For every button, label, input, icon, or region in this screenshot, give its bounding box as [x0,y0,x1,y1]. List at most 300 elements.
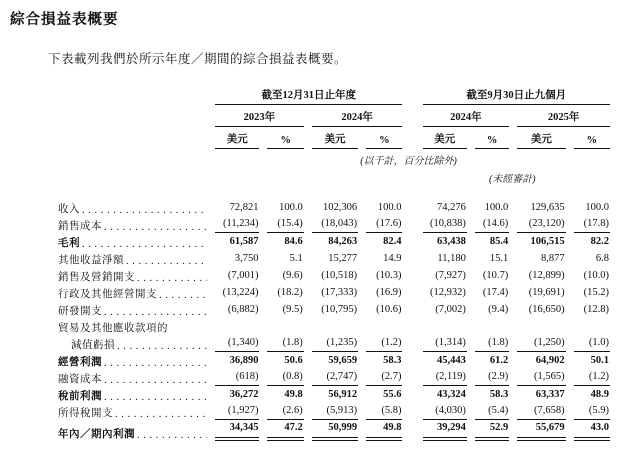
value-cell [304,199,358,216]
row-label-cell [58,386,207,403]
value: 6.8 [595,253,609,264]
value: (12,932) [430,287,466,298]
value: 52.9 [475,420,509,441]
row-label: 貿易及其他應收款項的 [58,323,168,334]
value [366,319,402,335]
row-label-cell [58,284,207,301]
empty-corner [58,83,207,105]
value-cell [304,250,358,267]
table-row [58,216,610,233]
unit-percent [259,127,303,149]
value-cell [259,386,303,403]
value: 3,750 [234,253,259,264]
value: 50,999 [312,420,358,441]
value-cell [207,301,259,318]
value: 45,443 [437,355,466,366]
value-cell [509,233,565,250]
table-row [58,335,610,352]
table-row [58,318,610,335]
value: (17.4) [482,287,509,298]
row-label: 減值虧損 [71,340,115,351]
row-label: 行政及其他經營開支 [58,289,157,300]
dot-leader [80,239,207,250]
value-cell [566,284,610,301]
value-cell [566,267,610,284]
value-cell [207,199,259,216]
table-row [58,386,610,403]
value: 15.1 [489,253,509,264]
value-cell [304,352,358,369]
value: 59,659 [328,355,358,366]
value-cell [509,284,565,301]
value: (16,650) [528,304,565,315]
value: (17,333) [321,287,358,298]
group-gap [402,250,414,267]
value: (10,838) [423,216,467,233]
dot-leader [157,290,207,301]
value: (1.2) [574,369,610,386]
row-label-cell [58,369,207,386]
group-gap [402,420,414,441]
value-cell [415,233,467,250]
unit-usd [304,127,358,149]
table-row [58,284,610,301]
value-cell [415,386,467,403]
value: (7,002) [435,304,466,315]
value: (5.4) [475,403,509,420]
value: (14.6) [475,216,509,233]
dot-leader [102,375,207,386]
row-label-cell [58,250,207,267]
value-cell [259,267,303,284]
value: (1.2) [366,335,402,352]
value-cell [415,199,467,216]
value-cell [509,250,565,267]
value-cell [509,335,565,352]
value-cell [259,284,303,301]
value-cell [304,420,358,441]
value: 63,337 [535,389,565,400]
value-cell [207,267,259,284]
value: (2,747) [312,369,358,386]
value-cell [304,403,358,420]
table-row [58,403,610,420]
value: (9.6) [282,270,303,281]
unit-usd [415,127,467,149]
value-cell [566,199,610,216]
period-group-label: 截至12月31日止年度 [215,86,402,105]
unit-label: 美元 [215,130,259,149]
dot-leader [135,430,207,441]
group-gap [402,216,414,233]
percent-label: % [366,134,402,149]
unit-percent [358,127,402,149]
value: (1.0) [574,335,610,352]
value-cell [358,199,402,216]
unit-usd [207,127,259,149]
value: 14.9 [383,253,402,264]
row-label-cell [58,233,207,250]
value-cell [358,420,402,441]
value: 106,515 [530,236,565,247]
row-label: 銷售成本 [58,221,102,232]
group-gap [402,199,414,216]
value: 84.6 [284,236,303,247]
value [312,319,358,335]
value: 43,324 [437,389,466,400]
group-gap [402,352,414,369]
value: (15.2) [583,287,609,298]
group-gap [402,301,414,318]
value: 43.0 [574,420,610,441]
value-cell [566,250,610,267]
value-cell [259,352,303,369]
value: (6,882) [227,304,259,315]
value-cell [358,352,402,369]
value: 36,890 [229,355,259,366]
year-2024-9m [415,105,510,127]
value-cell [304,216,358,233]
value-cell [415,318,467,335]
group-gap [402,267,414,284]
year-row [58,105,610,127]
value-cell [207,318,259,335]
value-cell [415,352,467,369]
value [517,319,565,335]
value: (15.4) [267,216,303,233]
value-cell [304,318,358,335]
value-cell [415,335,467,352]
value-cell [304,301,358,318]
value-cell [467,216,509,233]
value: (18.2) [277,287,303,298]
period-group-label: 截至9月30日止九個月 [423,86,610,105]
period-group-nine-months [415,83,610,105]
value-cell [358,301,402,318]
value-cell [467,233,509,250]
value: 58.3 [489,389,509,400]
value: 100.0 [377,202,402,213]
value: (1,565) [517,369,565,386]
value-cell [259,403,303,420]
value-cell [467,369,509,386]
value: 100.0 [279,202,303,213]
unaudited-note: (未經審計) [488,174,536,185]
value-cell [509,352,565,369]
group-gap [402,318,414,335]
value-cell [509,386,565,403]
value [475,319,509,335]
value: 11,180 [437,253,466,264]
value-cell [509,318,565,335]
unaudited-note-row [58,167,610,185]
value: (12,899) [528,270,565,281]
value-cell [566,318,610,335]
value-cell [259,301,303,318]
value: (11,234) [215,216,259,233]
value-cell [467,199,509,216]
row-label-cell [58,420,207,441]
value-cell [467,403,509,420]
value: (18,043) [312,216,358,233]
value-cell [358,386,402,403]
value-cell [259,335,303,352]
row-label: 經營利潤 [58,357,102,368]
value: 55.6 [383,389,402,400]
value-cell [467,335,509,352]
year-2025-9m [509,105,610,127]
value-cell [415,301,467,318]
row-label-cell [58,301,207,318]
empty-cell [58,105,207,127]
group-gap [402,105,414,127]
value-cell [358,267,402,284]
unit-label: 美元 [312,130,358,149]
value-cell [259,318,303,335]
dot-leader [102,307,207,318]
empty-cell [58,127,207,149]
period-group-fiscal-year [207,83,402,105]
value-cell [509,199,565,216]
table-header [58,83,610,199]
value: 5.1 [289,253,303,264]
value: 56,912 [328,389,358,400]
dot-leader [113,409,207,420]
value-cell [566,352,610,369]
value: 55,679 [517,420,565,441]
value-cell [509,369,565,386]
value-cell [207,386,259,403]
group-gap [402,403,414,420]
value: 47.2 [267,420,303,441]
value: 50.6 [284,355,303,366]
value-cell [467,386,509,403]
value: (23,120) [517,216,565,233]
value-cell [259,233,303,250]
value-cell [207,403,259,420]
value [574,319,610,335]
value: (1,314) [423,335,467,352]
value: (1.8) [267,335,303,352]
table-row [58,420,610,441]
value-cell [467,284,509,301]
year-2024 [304,105,403,127]
value: 82.4 [383,236,402,247]
dot-leader [102,358,207,369]
year-label: 2024年 [423,108,510,127]
income-table-body [58,199,610,441]
unit-label: 美元 [423,130,467,149]
value: 82.2 [590,236,609,247]
value: (10,795) [321,304,358,315]
scale-note-row [58,149,610,167]
unit-label: 美元 [517,130,565,149]
value-cell [467,318,509,335]
value-cell [207,369,259,386]
value-cell [566,216,610,233]
value: (5.8) [366,403,402,420]
value: (2.9) [475,369,509,386]
value: 63,438 [437,236,466,247]
value-cell [304,335,358,352]
value: (1,250) [517,335,565,352]
value: 61.2 [489,355,509,366]
row-label-cell [58,335,207,352]
value-cell [358,250,402,267]
value: (12.8) [583,304,609,315]
value: 129,635 [530,202,565,213]
value-cell [259,369,303,386]
value [215,319,259,335]
value: (4,030) [423,403,467,420]
value: (16.9) [376,287,402,298]
dot-leader [135,273,207,284]
group-gap [402,335,414,352]
value: (2,119) [423,369,467,386]
unit-row [58,127,610,149]
value-cell [415,420,467,441]
value-cell [566,233,610,250]
row-label: 融資成本 [58,374,102,385]
value: (2.6) [267,403,303,420]
scale-note: (以千計，百分比除外) [360,156,457,167]
value-cell [467,250,509,267]
value-cell [207,335,259,352]
value-cell [259,216,303,233]
value: (7,927) [435,270,466,281]
period-group-row [58,83,610,105]
year-label: 2025年 [517,108,610,127]
value-cell [304,369,358,386]
value: (1,927) [215,403,259,420]
value: (10.0) [583,270,609,281]
value: (13,224) [222,287,259,298]
group-gap [402,127,414,149]
dot-leader [115,341,207,352]
group-gap [402,386,414,403]
value: 49.8 [366,420,402,441]
row-label: 稅前利潤 [58,391,102,402]
value-cell [259,250,303,267]
row-label: 收入 [58,204,80,215]
empty-cell [58,167,207,185]
value-cell [358,369,402,386]
value-cell [207,420,259,441]
value-cell [358,233,402,250]
row-label-cell [58,352,207,369]
table-row [58,301,610,318]
value: 61,587 [229,236,259,247]
spacer-row [58,185,610,199]
value: 72,821 [229,202,259,213]
table-row [58,199,610,216]
value: 36,272 [229,389,259,400]
value-cell [358,335,402,352]
empty-cell [58,185,610,199]
unit-percent [467,127,509,149]
value-cell [259,420,303,441]
value-cell [415,403,467,420]
value: 85.4 [489,236,509,247]
value: 8,877 [541,253,565,264]
value-cell [566,403,610,420]
unit-usd [509,127,565,149]
value: (1.8) [475,335,509,352]
value: (1,235) [312,335,358,352]
value: (5,913) [312,403,358,420]
row-label: 研發開支 [58,306,102,317]
table-row [58,267,610,284]
group-gap [402,284,414,301]
value: (9.4) [488,304,509,315]
value-cell [358,403,402,420]
value-cell [566,335,610,352]
value: (17.8) [574,216,610,233]
value: 15,277 [328,253,358,264]
value: 34,345 [215,420,259,441]
value: (5.9) [574,403,610,420]
value-cell [509,403,565,420]
value-cell [509,216,565,233]
unit-percent [566,127,610,149]
value-cell [467,301,509,318]
value: 49.8 [284,389,303,400]
value-cell [467,352,509,369]
value-cell [566,386,610,403]
value: (10,518) [321,270,358,281]
value: 74,276 [437,202,466,213]
value: 50.1 [590,355,609,366]
value-cell [566,301,610,318]
income-statement-table [58,83,610,441]
value-cell [358,284,402,301]
dot-leader [124,256,207,267]
value: (19,691) [528,287,565,298]
value: 100.0 [585,202,609,213]
value-cell [415,284,467,301]
value-cell [509,301,565,318]
page-title: 綜合損益表概要 [10,12,119,28]
value-cell [358,318,402,335]
value: 102,306 [323,202,358,213]
value-cell [415,216,467,233]
table-row [58,250,610,267]
row-label-cell [58,267,207,284]
value-cell [304,284,358,301]
value: 48.9 [590,389,609,400]
empty-cell [58,149,207,167]
value-cell [509,267,565,284]
row-label: 銷售及營銷開支 [58,272,135,283]
empty-cell [207,167,414,185]
value: (10.6) [376,304,402,315]
value-cell [566,420,610,441]
row-label-cell [58,403,207,420]
value: (10.7) [482,270,509,281]
value: (10.3) [376,270,402,281]
value-cell [358,216,402,233]
row-label: 所得稅開支 [58,408,113,419]
row-label-cell [58,318,207,335]
percent-label: % [574,134,610,149]
value [267,319,303,335]
value: (7,658) [517,403,565,420]
value-cell [304,386,358,403]
value: (17.6) [366,216,402,233]
value-cell [207,250,259,267]
year-2023 [207,105,304,127]
row-label: 年內／期內利潤 [58,429,135,440]
